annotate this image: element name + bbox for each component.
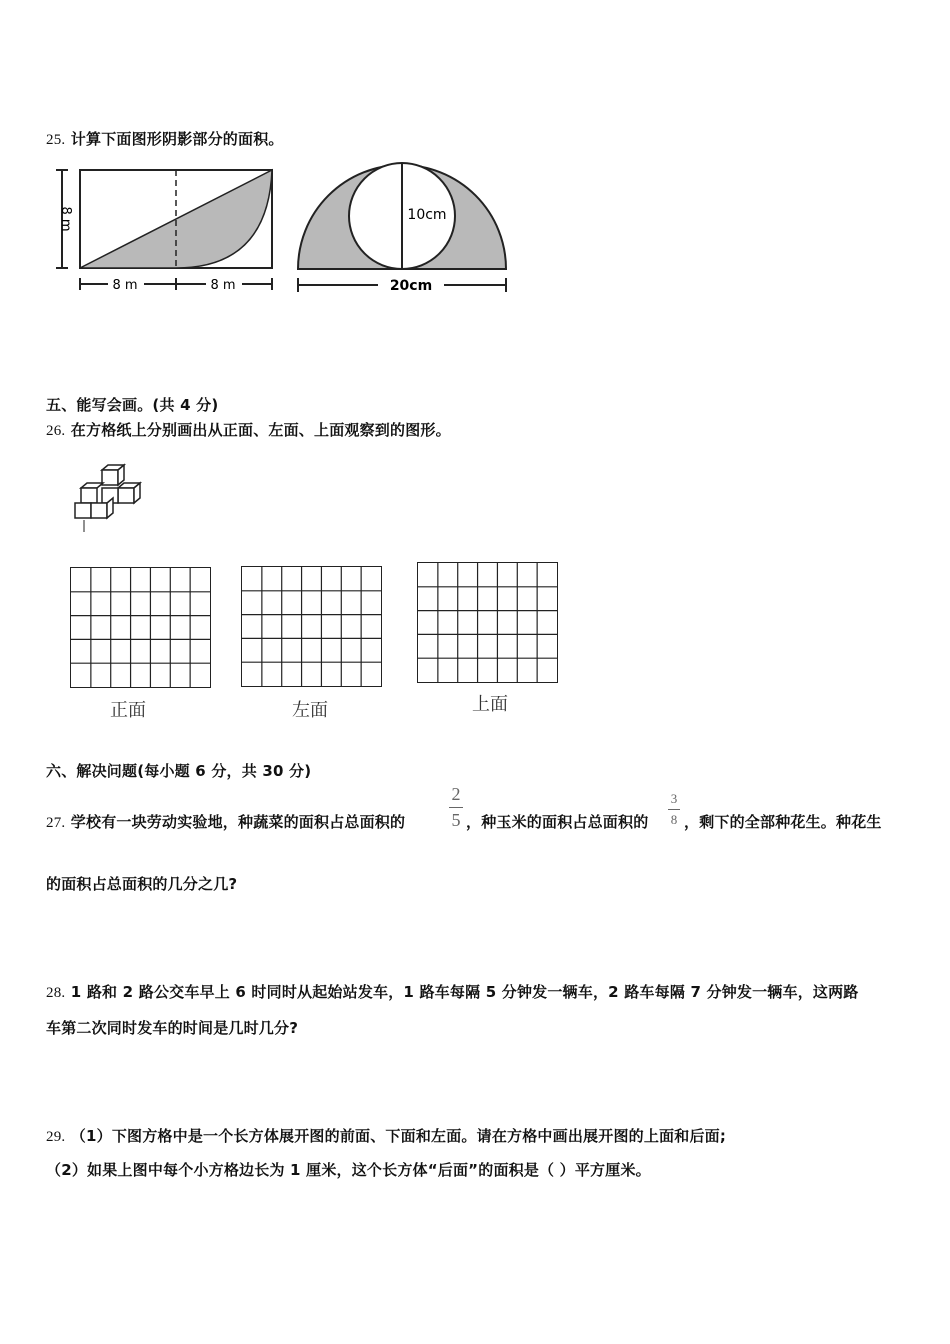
question-number: 29. xyxy=(46,1129,66,1145)
question-29-line2: （2）如果上图中每个小方格边长为 1 厘米，这个长方体“后面”的面积是（ ）平方厘米。 xyxy=(46,1161,651,1179)
base-label: 20cm xyxy=(389,278,433,294)
grid-left-label: 左面 xyxy=(292,700,328,721)
left-width-label: 8 m xyxy=(112,278,138,293)
question-number: 27. xyxy=(46,815,66,831)
grid-front-label: 正面 xyxy=(110,700,146,721)
fraction-vegetables xyxy=(449,784,463,831)
question-number: 28. xyxy=(46,985,66,1001)
question-28-line2: 车第二次同时发车的时间是几时几分? xyxy=(46,1019,299,1037)
grid-left[interactable] xyxy=(241,566,382,687)
figure-semicircle-shaded xyxy=(290,155,515,300)
denominator: 8 xyxy=(670,812,678,827)
grid-top[interactable] xyxy=(417,562,558,683)
question-text-part1: 学校有一块劳动实验地，种蔬菜的面积占总面积的 xyxy=(70,813,406,831)
question-27-line1 xyxy=(46,811,405,832)
question-number: 26. xyxy=(46,423,66,439)
question-26 xyxy=(46,419,451,440)
grid-top-label: 上面 xyxy=(472,694,508,715)
diameter-label: 10cm xyxy=(407,207,447,223)
grid-lines xyxy=(242,567,381,686)
section-6-title: 六、解决问题(每小题 6 分，共 30 分) xyxy=(46,762,312,780)
height-label: 8 m xyxy=(58,206,73,232)
question-text-part3: ，剩下的全部种花生。种花生 xyxy=(684,813,882,831)
question-text: 在方格纸上分别画出从正面、左面、上面观察到的图形。 xyxy=(70,421,451,439)
question-28-line1 xyxy=(46,981,859,1002)
question-text: 计算下面图形阴影部分的面积。 xyxy=(70,130,284,148)
fraction-corn xyxy=(668,791,680,828)
question-number: 25. xyxy=(46,132,66,148)
grid-lines xyxy=(418,563,557,682)
question-text-part2: ，种玉米的面积占总面积的 xyxy=(466,813,649,831)
question-27-line2: 的面积占总面积的几分之几? xyxy=(46,875,238,893)
grid-front[interactable] xyxy=(70,567,211,688)
grid-lines xyxy=(71,568,210,687)
right-width-label: 8 m xyxy=(210,278,236,293)
question-29-line1 xyxy=(46,1125,726,1146)
question-text: 1 路和 2 路公交车早上 6 时同时从起始站发车，1 路车每隔 5 分钟发一辆车，2 路车每隔 7 分钟发一辆车，这两路 xyxy=(70,983,859,1001)
numerator: 2 xyxy=(451,784,461,804)
numerator: 3 xyxy=(670,791,678,806)
section-5-title: 五、能写会画。(共 4 分) xyxy=(46,396,219,414)
cube-stack-illustration xyxy=(68,462,158,540)
figure-rectangle-shaded xyxy=(48,162,283,297)
denominator: 5 xyxy=(451,810,461,830)
question-25 xyxy=(46,128,284,149)
question-text: （1）下图方格中是一个长方体展开图的前面、下面和左面。请在方格中画出展开图的上面和后面; xyxy=(70,1127,727,1145)
